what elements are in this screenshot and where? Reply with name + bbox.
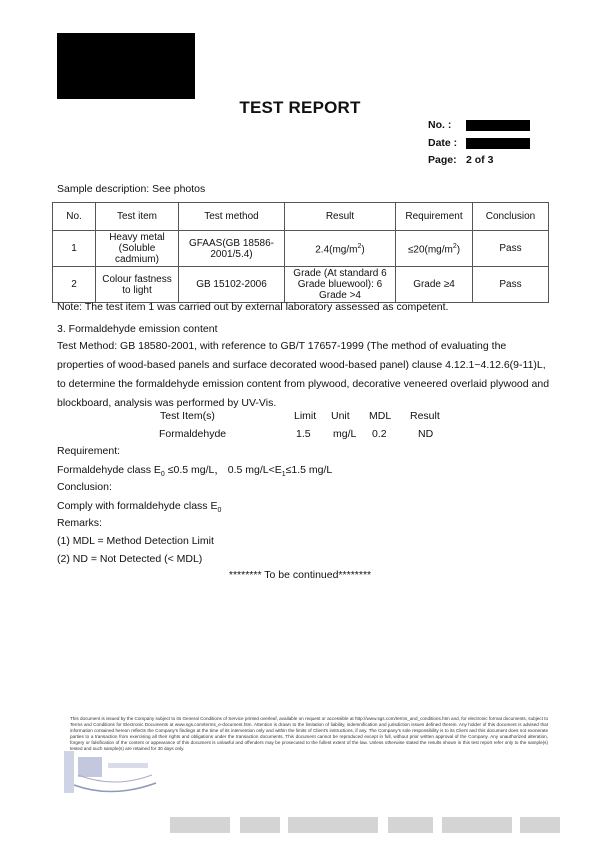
header-cell: Requirement — [396, 203, 473, 231]
cell-requirement — [396, 231, 473, 267]
cell-result: Grade (At standard 6 Grade bluewool): 6 Grade >4 — [285, 267, 396, 303]
page-number-label: Page: — [428, 154, 457, 166]
footer-disclaimer: This document is issued by the Company subject to its General Conditions of Service printed overleaf, available on request or accessible at http://www.sgs.com/terms_and_conditions.htm and, for electronic format documents, subject to Terms and Conditions for Electronic Documents at www.sgs.com/terms_e-document.htm. Attention is drawn to the limitation of liability, indemnification and jurisdiction issues defined therein. Any holder of this document is advised that information contained hereon reflects the Company's findings at the time of its intervention only and within the limits of Client's instructions, if any. The Company's sole responsibility is to its Client and this document does not exonerate parties to a transaction from exercising all their rights and obligations under the transaction documents. This document cannot be reproduced except in full, without prior written approval of the Company. Any unauthorized alteration, forgery or falsification of the content or appearance of this document is unlawful and offenders may be prosecuted to the fullest extent of the law. Unless otherwise stated the results shown in this test report refer only to the sample(s) tested and such sample(s) are retained for 30 days only. — [70, 716, 548, 751]
cell-test-item: Colour fastness to light — [96, 267, 179, 303]
cell-conclusion: Pass — [473, 231, 549, 267]
ft-header-result: Result — [410, 410, 440, 422]
header-cell: Conclusion — [473, 203, 549, 231]
requirement-label: Requirement: — [57, 445, 121, 457]
remark-item: (2) ND = Not Detected (< MDL) — [57, 553, 203, 565]
requirement-text-part: ≤1.5 mg/L — [285, 464, 333, 476]
cell-result — [285, 231, 396, 267]
to-be-continued: ******** To be continued******** — [228, 569, 372, 581]
result-text-end: ) — [361, 244, 365, 256]
redacted-report-number — [466, 120, 530, 131]
results-table — [52, 202, 549, 303]
cell-test-method: GFAAS(GB 18586-2001/5.4) — [179, 231, 285, 267]
header-cell: Test method — [179, 203, 285, 231]
conclusion-text — [57, 500, 221, 514]
report-date-label: Date : — [428, 137, 458, 149]
requirement-superscript: 2 — [452, 243, 457, 251]
cell-no: 2 — [53, 267, 96, 303]
remark-item: (1) MDL = Method Detection Limit — [57, 535, 214, 547]
table-row — [53, 231, 549, 267]
page-title: TEST REPORT — [239, 98, 361, 117]
page-number-row — [428, 154, 493, 167]
header-cell: Result — [285, 203, 396, 231]
report-number-row — [428, 119, 530, 132]
requirement-text — [57, 462, 332, 478]
conclusion-text-part: Comply with formaldehyde class E — [57, 500, 218, 512]
formaldehyde-table-row — [0, 428, 600, 442]
requirement-text-part: ≤0.5 mg/L， 0.5 mg/L<E — [164, 464, 282, 476]
header-cell: No. — [53, 203, 96, 231]
ft-header-unit: Unit — [331, 410, 350, 422]
page-number-value: 2 of 3 — [466, 154, 494, 166]
cell-test-item: Heavy metal (Soluble cadmium) — [96, 231, 179, 267]
requirement-subscript: 0 — [160, 471, 165, 479]
ft-cell-result: ND — [418, 428, 434, 440]
result-superscript: 2 — [357, 243, 362, 251]
ft-header-limit: Limit — [294, 410, 317, 422]
header-cell: Test item — [96, 203, 179, 231]
result-text: 2.4(mg/m — [315, 244, 358, 256]
ft-header-mdl: MDL — [369, 410, 392, 422]
cell-no: 1 — [53, 231, 96, 267]
cell-conclusion: Pass — [473, 267, 549, 303]
conclusion-subscript: 0 — [217, 507, 222, 515]
requirement-text: ≤20(mg/m — [407, 244, 453, 256]
formaldehyde-table-header — [0, 410, 600, 424]
test-method-paragraph: Test Method: GB 18580-2001, with reference to GB/T 17657-1999 (The method of evaluating the properties of wood-based panels and surface decorated wood-based panel) clause 4.12.1~4.12.6(9-11)L, to determine the formaldehyde emission content from plywood, decorative veneered overlaid plywood and blockboard, analysis was performed by UV-Vis. — [57, 340, 550, 409]
blurred-footer-strip — [170, 817, 560, 833]
requirement-subscript: 1 — [281, 471, 286, 479]
ft-header-test-item: Test Item(s) — [160, 410, 215, 422]
remarks-label: Remarks: — [57, 517, 102, 529]
redacted-logo — [57, 33, 195, 99]
report-number-label: No. : — [428, 119, 452, 131]
ft-cell-unit: mg/L — [333, 428, 357, 440]
table-row — [53, 267, 549, 303]
cell-requirement: Grade ≥4 — [396, 267, 473, 303]
ft-cell-limit: 1.5 — [296, 428, 311, 440]
company-stamp-image — [64, 745, 160, 795]
cell-test-method: GB 15102-2006 — [179, 267, 285, 303]
table-note: Note: The test item 1 was carried out by external laboratory assessed as competent. — [57, 301, 449, 313]
ft-cell-item: Formaldehyde — [159, 428, 227, 440]
redacted-report-date — [466, 138, 530, 149]
ft-cell-mdl: 0.2 — [372, 428, 387, 440]
section-heading: 3. Formaldehyde emission content — [57, 323, 218, 335]
report-date-row — [428, 137, 530, 150]
requirement-text-end: ) — [456, 244, 461, 256]
table-header-row — [53, 203, 549, 231]
conclusion-label: Conclusion: — [57, 481, 112, 493]
requirement-text-part: Formaldehyde class E — [57, 464, 161, 476]
sample-description: Sample description: See photos — [57, 183, 206, 195]
